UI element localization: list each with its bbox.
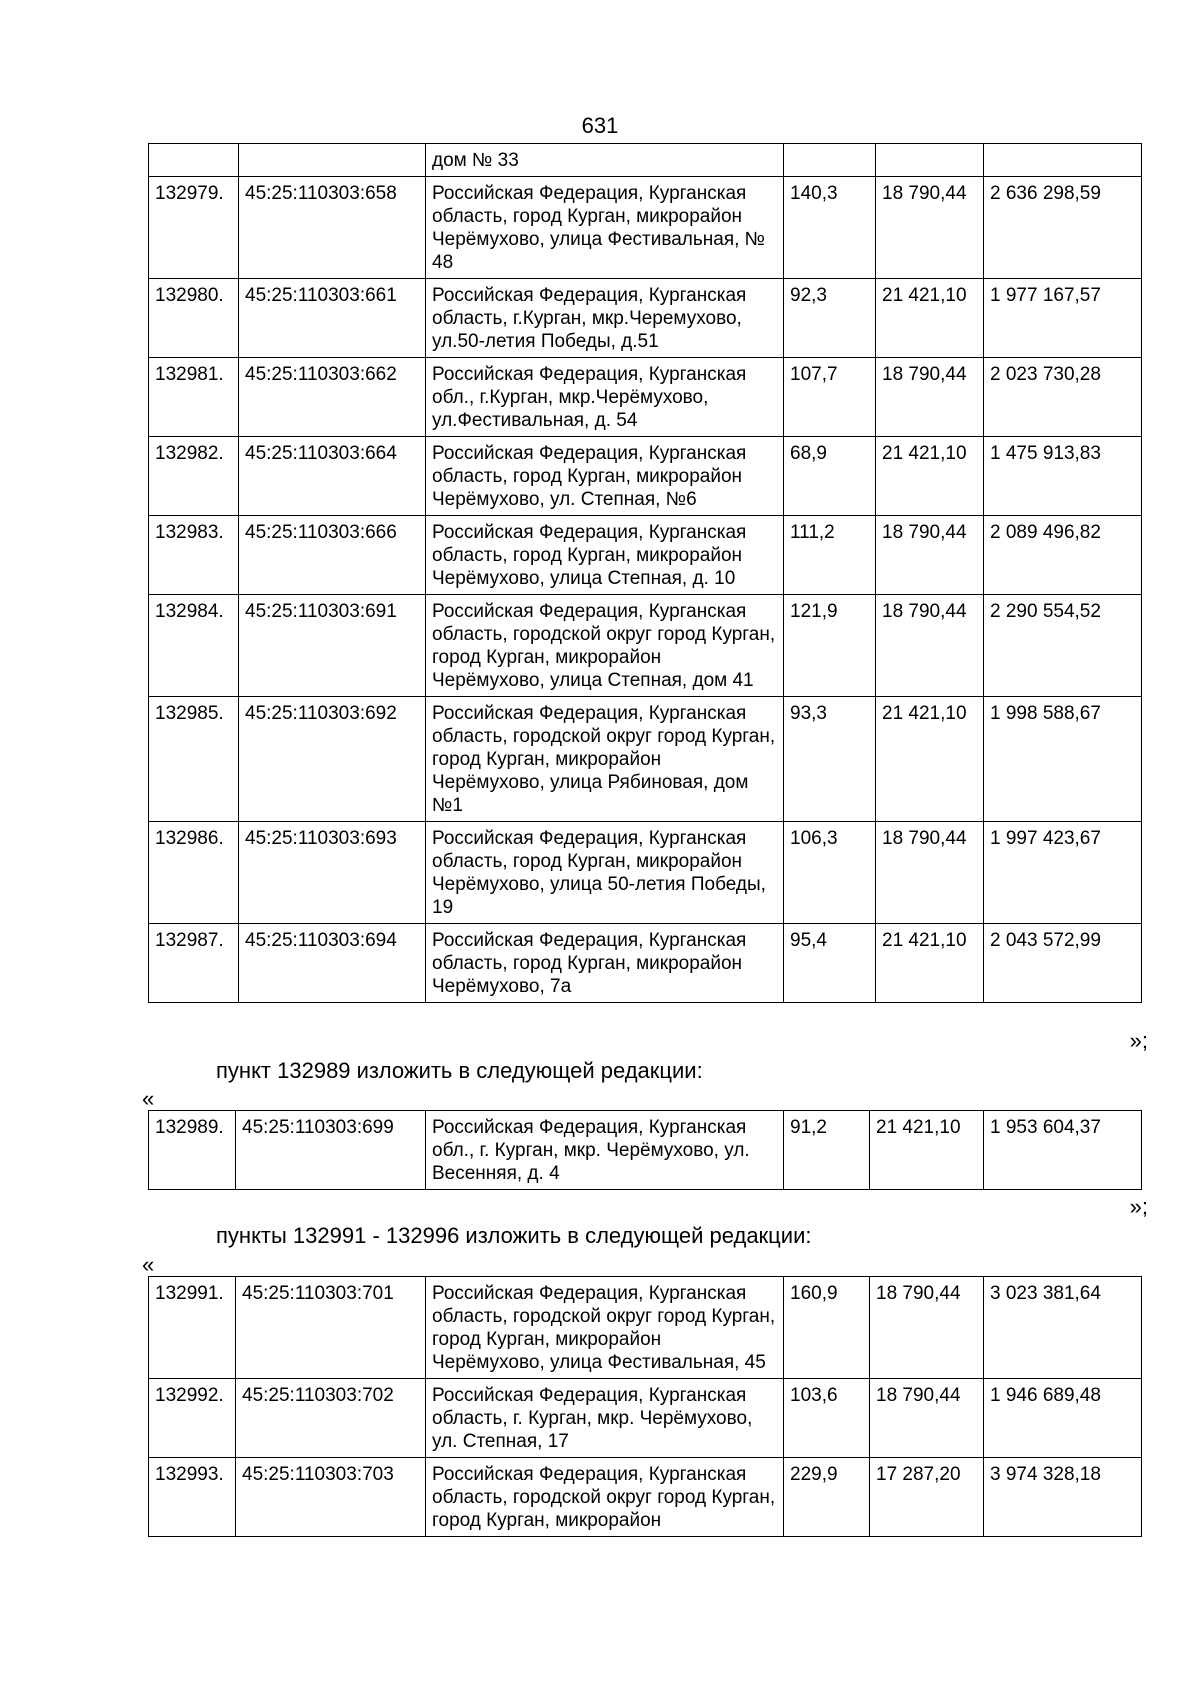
cadastral-number-cell: 45:25:110303:701 xyxy=(236,1277,426,1379)
address-cell: Российская Федерация, Курганская обл., г.Курган, мкр.Черёмухово, ул.Фестивальная, д. 54 xyxy=(426,358,784,437)
amendment-instruction: пункт 132989 изложить в следующей редакции: xyxy=(216,1058,703,1083)
cadastral-number-cell: 45:25:110303:694 xyxy=(239,924,426,1003)
item-number-cell: 132985. xyxy=(149,697,239,822)
cadastral-value-cell: 2 290 554,52 xyxy=(984,595,1142,697)
table-row xyxy=(149,595,1142,697)
closing-quote-mark: »; xyxy=(1129,1028,1148,1053)
area-cell: 103,6 xyxy=(784,1379,870,1458)
cadastral-number-cell: 45:25:110303:693 xyxy=(239,822,426,924)
cadastral-number-cell: 45:25:110303:661 xyxy=(239,279,426,358)
cadastral-value-cell: 2 089 496,82 xyxy=(984,516,1142,595)
table-row xyxy=(149,924,1142,1003)
item-number-cell: 132984. xyxy=(149,595,239,697)
cadastral-number-cell: 45:25:110303:692 xyxy=(239,697,426,822)
address-cell: Российская Федерация, Курганская область, городской округ город Курган, город Курган, микрорайон Черёмухово, улица Фестивальная, 45 xyxy=(426,1277,784,1379)
area-cell: 92,3 xyxy=(784,279,876,358)
address-cell: дом № 33 xyxy=(426,144,784,177)
unit-cost-cell: 18 790,44 xyxy=(876,516,984,595)
page-number: 631 xyxy=(581,113,619,138)
unit-cost-cell: 18 790,44 xyxy=(876,822,984,924)
area-cell: 121,9 xyxy=(784,595,876,697)
closing-quote-mark: »; xyxy=(1129,1194,1148,1219)
area-cell: 93,3 xyxy=(784,697,876,822)
property-table-2 xyxy=(148,1110,1142,1190)
cadastral-value-cell: 3 974 328,18 xyxy=(984,1458,1142,1537)
table-row xyxy=(149,1277,1142,1379)
area-cell xyxy=(784,144,876,177)
area-cell: 68,9 xyxy=(784,437,876,516)
item-number-cell: 132983. xyxy=(149,516,239,595)
cadastral-value-cell: 1 475 913,83 xyxy=(984,437,1142,516)
cadastral-value-cell: 1 977 167,57 xyxy=(984,279,1142,358)
cadastral-number-cell: 45:25:110303:662 xyxy=(239,358,426,437)
unit-cost-cell: 21 421,10 xyxy=(870,1111,984,1190)
area-cell: 91,2 xyxy=(784,1111,870,1190)
item-number-cell: 132987. xyxy=(149,924,239,1003)
opening-quote-mark: « xyxy=(142,1086,155,1111)
cadastral-number-cell: 45:25:110303:658 xyxy=(239,177,426,279)
address-cell: Российская Федерация, Курганская область, городской округ город Курган, город Курган, микрорайон xyxy=(426,1458,784,1537)
table-row xyxy=(149,437,1142,516)
table-row xyxy=(149,358,1142,437)
property-table-3 xyxy=(148,1276,1142,1537)
table-row xyxy=(149,144,1142,177)
item-number-cell: 132982. xyxy=(149,437,239,516)
cadastral-number-cell: 45:25:110303:664 xyxy=(239,437,426,516)
area-cell: 229,9 xyxy=(784,1458,870,1537)
unit-cost-cell: 21 421,10 xyxy=(876,924,984,1003)
unit-cost-cell: 18 790,44 xyxy=(876,358,984,437)
cadastral-value-cell: 1 997 423,67 xyxy=(984,822,1142,924)
area-cell: 95,4 xyxy=(784,924,876,1003)
table-row xyxy=(149,1379,1142,1458)
item-number-cell: 132989. xyxy=(149,1111,236,1190)
property-table-1 xyxy=(148,143,1142,1003)
item-number-cell: 132986. xyxy=(149,822,239,924)
unit-cost-cell: 18 790,44 xyxy=(870,1277,984,1379)
unit-cost-cell: 21 421,10 xyxy=(876,697,984,822)
address-cell: Российская Федерация, Курганская область, городской округ город Курган, город Курган, микрорайон Черёмухово, улица Рябиновая, дом №1 xyxy=(426,697,784,822)
address-cell: Российская Федерация, Курганская область, город Курган, микрорайон Черёмухово, ул. Степная, №6 xyxy=(426,437,784,516)
address-cell: Российская Федерация, Курганская область, город Курган, микрорайон Черёмухово, улица Фестивальная, № 48 xyxy=(426,177,784,279)
unit-cost-cell: 21 421,10 xyxy=(876,437,984,516)
address-cell: Российская Федерация, Курганская область, г.Курган, мкр.Черемухово, ул.50-летия Победы, д.51 xyxy=(426,279,784,358)
cadastral-value-cell: 2 023 730,28 xyxy=(984,358,1142,437)
address-cell: Российская Федерация, Курганская обл., г. Курган, мкр. Черёмухово, ул. Весенняя, д. 4 xyxy=(426,1111,784,1190)
cadastral-number-cell: 45:25:110303:702 xyxy=(236,1379,426,1458)
cadastral-value-cell: 2 636 298,59 xyxy=(984,177,1142,279)
unit-cost-cell: 17 287,20 xyxy=(870,1458,984,1537)
address-cell: Российская Федерация, Курганская область, г. Курган, мкр. Черёмухово, ул. Степная, 17 xyxy=(426,1379,784,1458)
unit-cost-cell: 18 790,44 xyxy=(870,1379,984,1458)
area-cell: 111,2 xyxy=(784,516,876,595)
item-number-cell: 132991. xyxy=(149,1277,236,1379)
unit-cost-cell: 18 790,44 xyxy=(876,595,984,697)
unit-cost-cell: 21 421,10 xyxy=(876,279,984,358)
cadastral-number-cell xyxy=(239,144,426,177)
cadastral-value-cell: 1 946 689,48 xyxy=(984,1379,1142,1458)
cadastral-number-cell: 45:25:110303:699 xyxy=(236,1111,426,1190)
item-number-cell xyxy=(149,144,239,177)
cadastral-value-cell: 3 023 381,64 xyxy=(984,1277,1142,1379)
cadastral-value-cell: 1 953 604,37 xyxy=(984,1111,1142,1190)
cadastral-value-cell: 1 998 588,67 xyxy=(984,697,1142,822)
address-cell: Российская Федерация, Курганская область, городской округ город Курган, город Курган, микрорайон Черёмухово, улица Степная, дом 41 xyxy=(426,595,784,697)
item-number-cell: 132992. xyxy=(149,1379,236,1458)
address-cell: Российская Федерация, Курганская область, город Курган, микрорайон Черёмухово, улица 50-летия Победы, 19 xyxy=(426,822,784,924)
table-row xyxy=(149,177,1142,279)
unit-cost-cell xyxy=(876,144,984,177)
item-number-cell: 132993. xyxy=(149,1458,236,1537)
table-row xyxy=(149,1111,1142,1190)
area-cell: 140,3 xyxy=(784,177,876,279)
area-cell: 107,7 xyxy=(784,358,876,437)
cadastral-number-cell: 45:25:110303:703 xyxy=(236,1458,426,1537)
cadastral-number-cell: 45:25:110303:691 xyxy=(239,595,426,697)
cadastral-number-cell: 45:25:110303:666 xyxy=(239,516,426,595)
table-row xyxy=(149,516,1142,595)
amendment-instruction: пункты 132991 - 132996 изложить в следующей редакции: xyxy=(216,1223,812,1248)
address-cell: Российская Федерация, Курганская область, город Курган, микрорайон Черёмухово, 7а xyxy=(426,924,784,1003)
area-cell: 106,3 xyxy=(784,822,876,924)
table-row xyxy=(149,822,1142,924)
area-cell: 160,9 xyxy=(784,1277,870,1379)
item-number-cell: 132980. xyxy=(149,279,239,358)
table-row xyxy=(149,1458,1142,1537)
item-number-cell: 132979. xyxy=(149,177,239,279)
cadastral-value-cell xyxy=(984,144,1142,177)
address-cell: Российская Федерация, Курганская область, город Курган, микрорайон Черёмухово, улица Степная, д. 10 xyxy=(426,516,784,595)
item-number-cell: 132981. xyxy=(149,358,239,437)
table-row xyxy=(149,697,1142,822)
unit-cost-cell: 18 790,44 xyxy=(876,177,984,279)
table-row xyxy=(149,279,1142,358)
cadastral-value-cell: 2 043 572,99 xyxy=(984,924,1142,1003)
opening-quote-mark: « xyxy=(142,1252,155,1277)
